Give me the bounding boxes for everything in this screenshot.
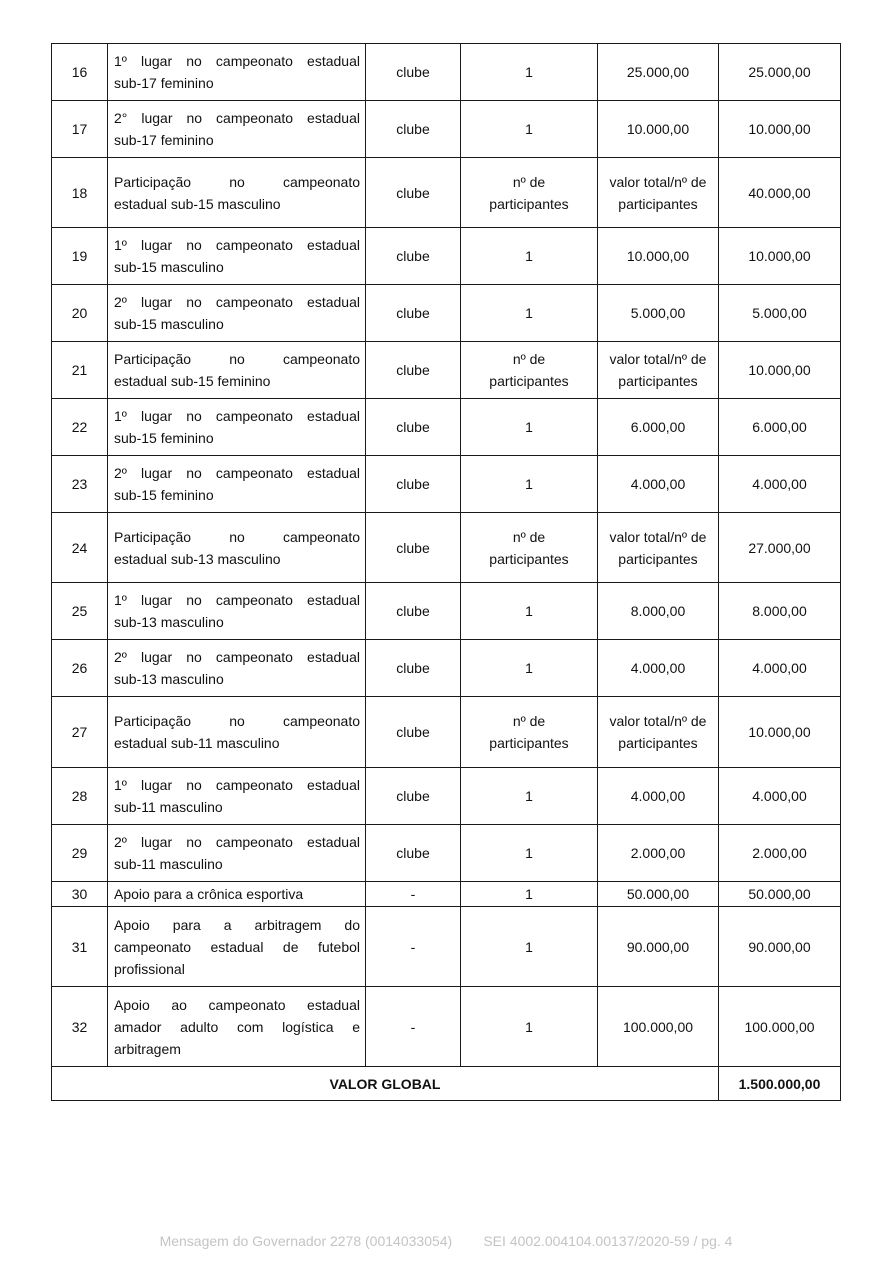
item-unit: clube <box>366 456 461 513</box>
total-value: 1.500.000,00 <box>719 1067 841 1101</box>
item-unit-price <box>598 158 719 228</box>
table-row <box>52 228 841 285</box>
item-description-line: arbitragem <box>114 1040 181 1057</box>
item-description-line: estadual sub-15 masculino <box>114 195 281 212</box>
item-number: 28 <box>52 768 108 825</box>
item-unit-price <box>598 285 719 342</box>
item-quantity <box>461 882 598 907</box>
item-unit-price-line: valor total/nº de <box>609 351 707 367</box>
item-number: 25 <box>52 583 108 640</box>
item-description-line: sub-15 feminino <box>114 430 214 446</box>
item-unit-price <box>598 825 719 882</box>
item-description-line: Participação no campeonato <box>114 351 360 367</box>
item-unit: clube <box>366 768 461 825</box>
item-unit: - <box>366 907 461 987</box>
item-unit: clube <box>366 44 461 101</box>
item-unit-price <box>598 101 719 158</box>
item-quantity-line: 1 <box>525 121 533 137</box>
item-total: 10.000,00 <box>719 697 841 768</box>
item-quantity-line: nº de <box>512 351 546 367</box>
item-description <box>108 158 366 228</box>
item-quantity <box>461 640 598 697</box>
item-description-line: sub-13 masculino <box>114 671 224 687</box>
item-unit: clube <box>366 825 461 882</box>
item-unit: - <box>366 987 461 1067</box>
item-quantity-line: 1 <box>525 788 533 804</box>
item-description-line: 1º lugar no campeonato estadual <box>114 408 360 424</box>
table-row <box>52 158 841 228</box>
item-quantity-line: 1 <box>525 603 533 619</box>
item-unit-price-line: 100.000,00 <box>622 1018 694 1035</box>
table-row <box>52 513 841 583</box>
item-unit-price-line: 50.000,00 <box>626 886 690 902</box>
item-description <box>108 101 366 158</box>
item-unit: clube <box>366 640 461 697</box>
item-unit: clube <box>366 101 461 158</box>
item-description-line: Participação no campeonato <box>114 528 360 545</box>
item-description-line: 2º lugar no campeonato estadual <box>114 649 360 665</box>
item-description-line: 1º lugar no campeonato estadual <box>114 237 360 253</box>
item-quantity-line: nº de <box>512 528 546 545</box>
item-quantity-line: 1 <box>525 1018 533 1035</box>
item-unit-price <box>598 583 719 640</box>
item-description-line: Participação no campeonato <box>114 713 360 729</box>
table-row <box>52 101 841 158</box>
item-quantity-line: participantes <box>489 195 569 212</box>
item-number: 18 <box>52 158 108 228</box>
item-number: 29 <box>52 825 108 882</box>
table-row <box>52 640 841 697</box>
item-unit-price-line: 8.000,00 <box>630 603 686 619</box>
item-total: 10.000,00 <box>719 228 841 285</box>
item-unit-price-line: 10.000,00 <box>626 121 690 137</box>
item-number: 23 <box>52 456 108 513</box>
item-description <box>108 697 366 768</box>
item-quantity <box>461 285 598 342</box>
item-quantity <box>461 768 598 825</box>
item-quantity-line: participantes <box>489 373 569 389</box>
item-description <box>108 907 366 987</box>
item-total: 4.000,00 <box>719 640 841 697</box>
item-number: 32 <box>52 987 108 1067</box>
item-total: 10.000,00 <box>719 342 841 399</box>
item-quantity-line: 1 <box>525 476 533 492</box>
item-unit-price <box>598 513 719 583</box>
item-unit-price-line: valor total/nº de <box>609 528 707 545</box>
table-row <box>52 987 841 1067</box>
table-row <box>52 907 841 987</box>
item-number: 19 <box>52 228 108 285</box>
item-description-line: Apoio ao campeonato estadual <box>114 996 360 1013</box>
item-unit: clube <box>366 158 461 228</box>
item-unit: clube <box>366 513 461 583</box>
item-description <box>108 583 366 640</box>
item-unit-price-line: 4.000,00 <box>630 476 686 492</box>
item-description-line: estadual sub-11 masculino <box>114 735 280 751</box>
item-description <box>108 228 366 285</box>
table-row <box>52 825 841 882</box>
item-description <box>108 768 366 825</box>
item-description <box>108 399 366 456</box>
item-quantity <box>461 987 598 1067</box>
item-unit-price-line: participantes <box>618 195 698 212</box>
item-total: 50.000,00 <box>719 882 841 907</box>
item-number: 16 <box>52 44 108 101</box>
item-description-line: 1º lugar no campeonato estadual <box>114 53 360 69</box>
item-unit-price <box>598 342 719 399</box>
item-quantity-line: 1 <box>525 419 533 435</box>
table-row <box>52 342 841 399</box>
item-quantity <box>461 228 598 285</box>
item-total: 8.000,00 <box>719 583 841 640</box>
item-unit-price-line: 6.000,00 <box>630 419 686 435</box>
item-description <box>108 987 366 1067</box>
item-unit-price <box>598 768 719 825</box>
item-total: 90.000,00 <box>719 907 841 987</box>
item-quantity-line: participantes <box>489 550 569 567</box>
item-description-line: sub-11 masculino <box>114 856 223 872</box>
item-number: 21 <box>52 342 108 399</box>
item-total: 4.000,00 <box>719 768 841 825</box>
item-description-line: 2º lugar no campeonato estadual <box>114 294 360 310</box>
item-description-line: 1º lugar no campeonato estadual <box>114 592 360 608</box>
item-quantity-line: 1 <box>525 886 533 902</box>
item-number: 22 <box>52 399 108 456</box>
item-description <box>108 882 366 907</box>
item-unit: clube <box>366 583 461 640</box>
item-quantity-line: 1 <box>525 938 533 955</box>
item-description <box>108 342 366 399</box>
item-total: 10.000,00 <box>719 101 841 158</box>
item-unit-price <box>598 907 719 987</box>
budget-table <box>51 43 841 1101</box>
item-unit-price <box>598 44 719 101</box>
item-description-line: estadual sub-15 feminino <box>114 373 271 389</box>
item-number: 24 <box>52 513 108 583</box>
item-quantity <box>461 342 598 399</box>
item-quantity <box>461 583 598 640</box>
item-description <box>108 456 366 513</box>
item-quantity-line: participantes <box>489 735 569 751</box>
item-description-line: sub-17 feminino <box>114 75 214 91</box>
item-number: 30 <box>52 882 108 907</box>
item-description-line: sub-11 masculino <box>114 799 223 815</box>
item-quantity-line: 1 <box>525 305 533 321</box>
item-description-line: 2° lugar no campeonato estadual <box>114 110 360 126</box>
item-unit-price <box>598 987 719 1067</box>
item-unit-price-line: 10.000,00 <box>626 248 690 264</box>
item-description-line: estadual sub-13 masculino <box>114 550 281 567</box>
total-label: VALOR GLOBAL <box>52 1067 719 1101</box>
item-number: 27 <box>52 697 108 768</box>
table-row <box>52 285 841 342</box>
item-unit-price-line: 2.000,00 <box>630 845 686 861</box>
item-description-line: Apoio para a crônica esportiva <box>114 886 304 902</box>
item-description-line: 2º lugar no campeonato estadual <box>114 834 360 850</box>
item-number: 20 <box>52 285 108 342</box>
item-total: 4.000,00 <box>719 456 841 513</box>
total-row <box>52 1067 841 1101</box>
item-quantity-line: 1 <box>525 845 533 861</box>
item-unit-price-line: participantes <box>618 373 698 389</box>
item-unit: clube <box>366 697 461 768</box>
item-description <box>108 285 366 342</box>
item-description-line: 2º lugar no campeonato estadual <box>114 465 360 481</box>
table-row <box>52 697 841 768</box>
item-unit-price-line: participantes <box>618 550 698 567</box>
item-unit-price-line: participantes <box>618 735 698 751</box>
item-quantity <box>461 456 598 513</box>
table-row <box>52 44 841 101</box>
item-total: 40.000,00 <box>719 158 841 228</box>
item-quantity <box>461 907 598 987</box>
item-unit-price <box>598 697 719 768</box>
item-quantity-line: 1 <box>525 660 533 676</box>
item-description-line: profissional <box>114 960 185 977</box>
item-quantity-line: nº de <box>512 713 546 729</box>
item-quantity-line: 1 <box>525 64 533 80</box>
item-description-line: sub-15 masculino <box>114 316 224 332</box>
table-row <box>52 882 841 907</box>
item-unit-price <box>598 882 719 907</box>
item-description-line: sub-15 masculino <box>114 259 224 275</box>
item-unit-price-line: valor total/nº de <box>609 713 707 729</box>
item-description-line: 1º lugar no campeonato estadual <box>114 777 360 793</box>
item-total: 5.000,00 <box>719 285 841 342</box>
item-quantity-line: 1 <box>525 248 533 264</box>
item-quantity <box>461 399 598 456</box>
item-unit: clube <box>366 342 461 399</box>
item-unit-price-line: 4.000,00 <box>630 788 686 804</box>
item-unit: - <box>366 882 461 907</box>
item-unit: clube <box>366 285 461 342</box>
item-unit-price-line: 90.000,00 <box>626 938 690 955</box>
item-number: 31 <box>52 907 108 987</box>
item-unit-price <box>598 456 719 513</box>
item-unit-price-line: 4.000,00 <box>630 660 686 676</box>
item-unit-price <box>598 399 719 456</box>
item-description <box>108 513 366 583</box>
item-total: 6.000,00 <box>719 399 841 456</box>
item-quantity <box>461 44 598 101</box>
item-quantity <box>461 513 598 583</box>
item-description-line: Apoio para a arbitragem do <box>114 916 360 933</box>
table-row <box>52 456 841 513</box>
item-description-line: sub-15 feminino <box>114 487 214 503</box>
table-row <box>52 399 841 456</box>
item-description <box>108 825 366 882</box>
table-row <box>52 583 841 640</box>
item-description-line: Participação no campeonato <box>114 173 360 190</box>
item-number: 17 <box>52 101 108 158</box>
item-total: 27.000,00 <box>719 513 841 583</box>
item-description-line: amador adulto com logística e <box>114 1018 360 1035</box>
item-quantity <box>461 697 598 768</box>
item-number: 26 <box>52 640 108 697</box>
item-unit-price <box>598 640 719 697</box>
item-unit-price <box>598 228 719 285</box>
item-unit-price-line: valor total/nº de <box>609 173 707 190</box>
item-quantity <box>461 158 598 228</box>
item-unit: clube <box>366 399 461 456</box>
table-body <box>52 44 841 1067</box>
item-description-line: sub-17 feminino <box>114 132 214 148</box>
item-quantity <box>461 101 598 158</box>
item-description <box>108 44 366 101</box>
item-quantity-line: nº de <box>512 173 546 190</box>
item-unit-price-line: 5.000,00 <box>630 305 686 321</box>
item-total: 25.000,00 <box>719 44 841 101</box>
item-total: 2.000,00 <box>719 825 841 882</box>
page-footer: Mensagem do Governador 2278 (0014033054) SEI 4002.004104.00137/2020-59 / pg. 4 <box>159 1233 733 1249</box>
item-unit-price-line: 25.000,00 <box>626 64 690 80</box>
item-description-line: campeonato estadual de futebol <box>114 938 360 955</box>
item-description <box>108 640 366 697</box>
item-unit: clube <box>366 228 461 285</box>
table-row <box>52 768 841 825</box>
item-quantity <box>461 825 598 882</box>
item-total: 100.000,00 <box>719 987 841 1067</box>
item-description-line: sub-13 masculino <box>114 614 224 630</box>
